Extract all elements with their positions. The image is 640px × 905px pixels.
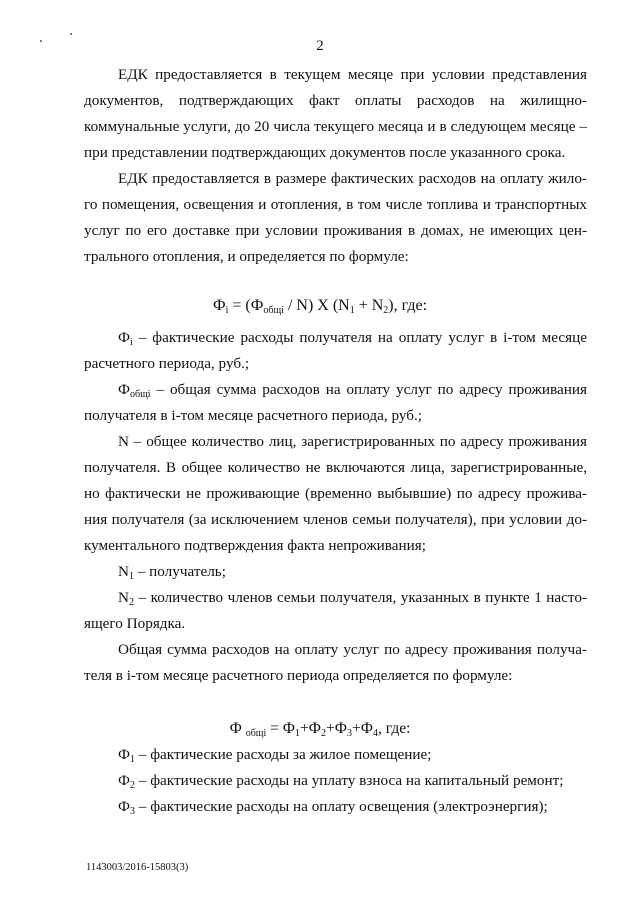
definition-phi-obsh: $Ф_{общі}$ – общая сумма расходов на оплату услуг по адресу проживания <box>118 381 587 400</box>
definition-n2: $N_2$ – количество членов семьи получателя, указанных в пункте 1 насто- <box>118 589 587 608</box>
paragraph-line: ЕДК предоставляется в размере фактических расходов на оплату жило- <box>118 170 587 187</box>
page-number: 2 <box>316 38 324 54</box>
paragraph-line: теля в i-том месяце расчетного периода определяется по формуле: <box>84 667 513 684</box>
definition-n: N – общее количество лиц, зарегистрированных по адресу проживания <box>118 433 587 450</box>
paragraph-line: ния получателя (за исключением членов семьи получателя), при условии до- <box>84 511 587 528</box>
paragraph-line: коммунальные услуги, до 20 числа текущего месяца и в следующем месяце – <box>84 118 587 135</box>
paragraph-line: при представлении подтверждающих документов после указанного срока. <box>84 144 566 161</box>
definition-n1: $N_1$ – получатель; <box>118 563 226 582</box>
paragraph-line: Общая сумма расходов на оплату услуг по адресу проживания получа- <box>118 641 587 658</box>
formula-phi-obsh: Ф $_{общі} = Ф_1+Ф_2+Ф_3+Ф_4$, где: <box>229 720 411 739</box>
paragraph-line: го помещения, освещения и отопления, в том числе топлива и транспортных <box>84 196 587 213</box>
definition-phi1: $Ф_1$ – фактические расходы за жилое помещение; <box>118 746 432 765</box>
definition-phi2: $Ф_2$ – фактические расходы на уплату взноса на капитальный ремонт; <box>118 772 564 791</box>
formula-phi-i: $Ф_i = (Ф_{общі} / N)$ X $(N_1 + N_2)$, где: <box>212 297 428 316</box>
paragraph-line: но фактически не проживающие (временно выбывшие) по адресу прожива- <box>84 485 587 502</box>
paragraph-line: трального отопления, и определяется по формуле: <box>84 248 409 265</box>
paragraph-line: услуг по его доставке при условии проживания в домах, не имеющих цен- <box>84 222 587 239</box>
paragraph-line: кументального подтверждения факта непроживания; <box>84 537 426 554</box>
scan-speck <box>70 33 72 35</box>
definition-phi3: $Ф_3$ – фактические расходы на оплату освещения (электроэнергия); <box>118 798 548 817</box>
paragraph-line: получателя в i-том месяце расчетного периода, руб.; <box>84 407 423 424</box>
paragraph-line: ЕДК предоставляется в текущем месяце при условии представления <box>118 66 587 83</box>
document-code: 1143003/2016-15803(3) <box>86 862 189 873</box>
paragraph-line: ящего Порядка. <box>84 615 186 632</box>
paragraph-line: получателя. В общее количество не включаются лица, зарегистрированные, <box>84 459 587 476</box>
definition-phi-i: $Ф_i$ – фактические расходы получателя на оплату услуг в i-том месяце <box>118 329 587 348</box>
paragraph-line: документов, подтверждающих факт оплаты расходов на жилищно- <box>84 92 587 109</box>
paragraph-line: расчетного периода, руб.; <box>84 355 250 372</box>
